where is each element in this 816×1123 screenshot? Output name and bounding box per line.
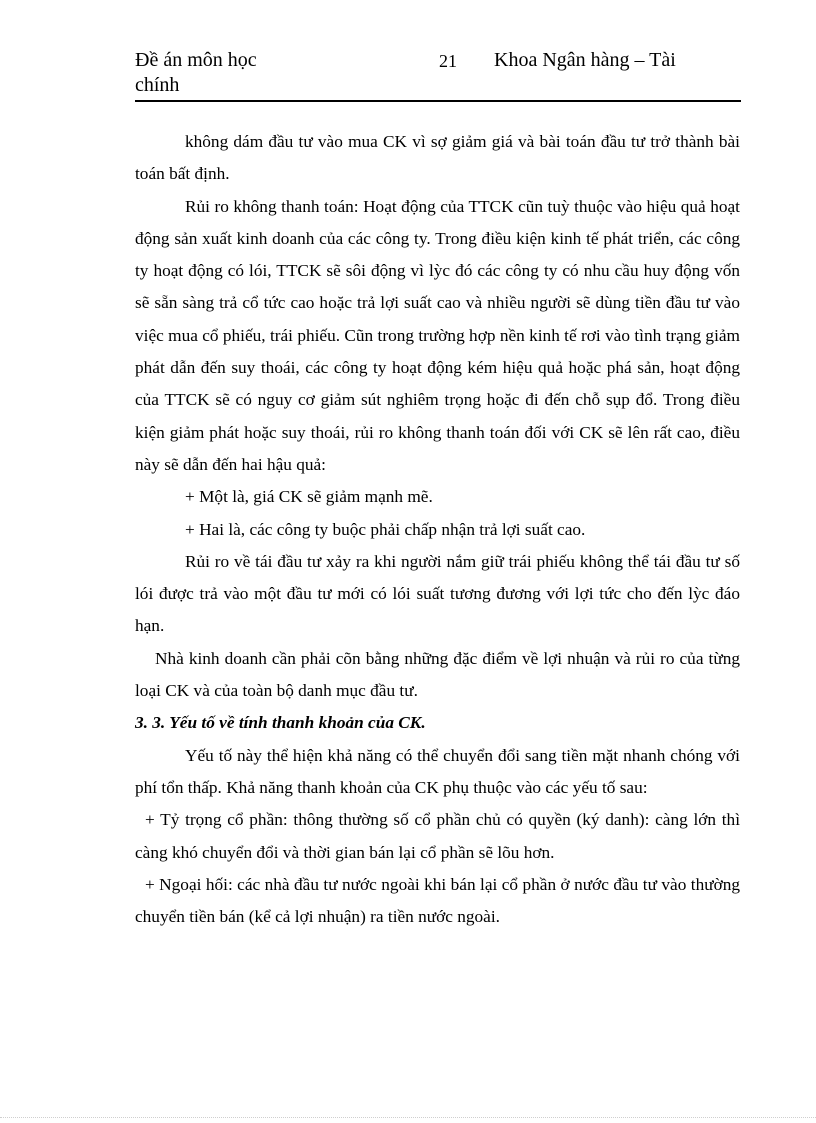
paragraph-foreign-exchange: + Ngoại hối: các nhà đầu tư nước ngoài khi bán lại cổ phần ở nước đầu tư vào thường chuyển tiền bán (kể cả lợi nhuận) ra tiền nước ngoài. (135, 874, 740, 927)
paragraph-reinvestment-risk: Rủi ro về tái đầu tư xảy ra khi người nắm giữ trái phiếu không thể tái đầu tư số lói được trả vào một đầu tư mới có lói suất tương đương với lợi tức cho đến lỳc đáo hạn. (135, 551, 740, 636)
section-heading-liquidity: 3. 3. Yếu tố về tính thanh khoản của CK. (135, 713, 426, 733)
header-faculty: Khoa Ngân hàng – Tài (494, 49, 676, 71)
header-course-title: Đề án môn học chính (135, 49, 257, 96)
list-item-consequence-1: + Một là, giá CK sẽ giảm mạnh mẽ. (185, 487, 433, 507)
paragraph-payment-risk: Rủi ro không thanh toán: Hoạt động của TTCK cũn tuỳ thuộc vào hiệu quả hoạt động sản xuất kinh doanh của các công ty. Trong điều kiện kinh tế phát triển, các công ty hoạt động có lói, TTCK sẽ sôi động vì lỳc đó các công ty có nhu cầu huy động vốn sẽ sẵn sàng trả cổ tức cao hoặc trả lợi suất cao và nhiều người sẽ dùng tiền đầu tư vào việc mua cổ phiếu, trái phiếu. Cũn trong trường hợp nền kinh tế rơi vào tình trạng giảm phát dẫn đến suy thoái, các công ty hoạt động kém hiệu quả hoặc phá sản, hoạt động của TTCK sẽ có nguy cơ giảm sút nghiêm trọng hoặc đi đến chỗ sụp đổ. Trong điều kiện giảm phát hoặc suy thoái, rủi ro không thanh toán đối với CK sẽ lên rất cao, điều này sẽ dẫn đến hai hậu quả: (135, 196, 740, 474)
page-bottom-divider (0, 1117, 816, 1118)
page-header (135, 46, 741, 102)
document-body (135, 126, 740, 933)
list-item-consequence-2: + Hai là, các công ty buộc phải chấp nhận trả lợi suất cao. (185, 519, 586, 539)
header-page-number: 21 (439, 51, 457, 71)
paragraph-continuation: không dám đầu tư vào mua CK vì sợ giảm giá và bài toán đầu tư trở thành bài toán bất định. (135, 132, 740, 184)
paragraph-balance: Nhà kinh doanh cần phải cõn bằng những đặc điểm về lợi nhuận và rủi ro của từng loại CK và của toàn bộ danh mục đầu tư. (135, 648, 740, 701)
paragraph-liquidity-intro: Yếu tố này thể hiện khả năng có thể chuyển đổi sang tiền mặt nhanh chóng với phí tổn thấp. Khả năng thanh khoản của CK phụ thuộc vào các yếu tố sau: (135, 745, 740, 797)
paragraph-share-proportion: + Tỷ trọng cổ phần: thông thường số cổ phần chủ có quyền (ký danh): càng lớn thì càng khó chuyển đổi và thời gian bán lại cổ phần sẽ lõu hơn. (135, 810, 740, 862)
